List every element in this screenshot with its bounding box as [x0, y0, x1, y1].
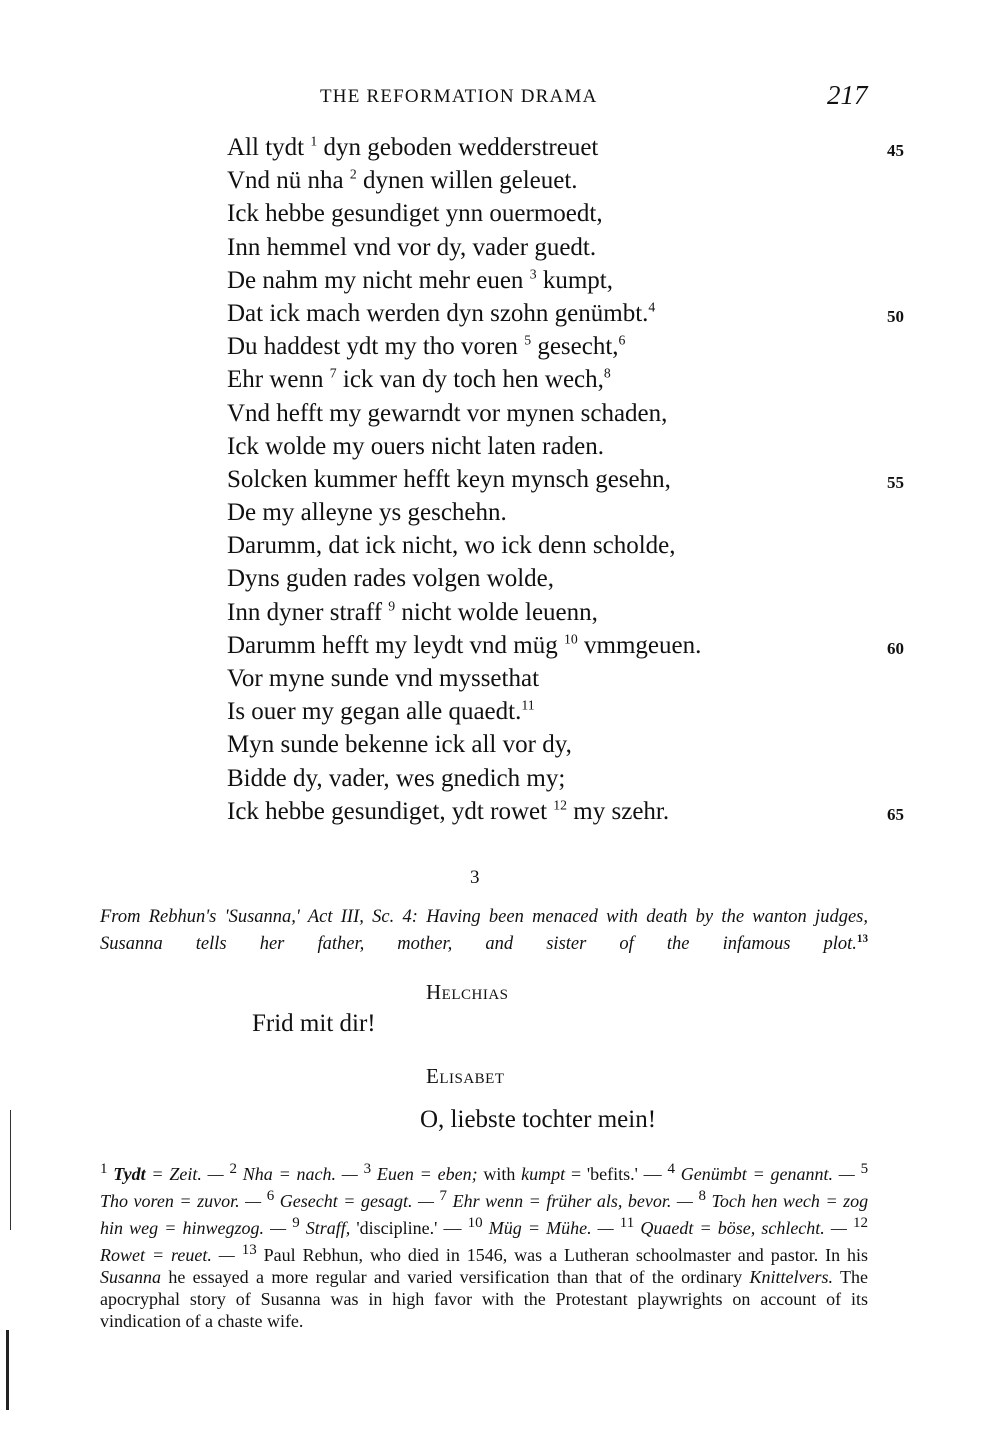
footnote-gloss: = genannt. — — [752, 1164, 855, 1184]
footnote-term: Rowet — [100, 1245, 145, 1265]
verse-text: Inn hemmel vnd vor dy, vader guedt. — [227, 233, 597, 261]
verse-text: Ehr wenn — [227, 366, 330, 394]
footnote-term: Ehr wenn — [452, 1191, 524, 1211]
footnote-gloss: = nach. — — [278, 1164, 358, 1184]
speaker-elisabet: Elisabet — [426, 1064, 505, 1088]
footnote-ref: 12 — [553, 797, 568, 813]
verse-text: ick van dy toch hen wech, — [336, 366, 604, 394]
verse-text: gesecht, — [531, 333, 619, 361]
footnote-ref: 7 — [329, 365, 337, 381]
verse-line — [227, 629, 927, 662]
verse-text: vmmgeuen. — [577, 631, 702, 659]
footnote-gloss: = reuet. — — [151, 1245, 235, 1265]
footnote-marker: 3 — [363, 1161, 372, 1177]
speech-elisabet: O, liebste tochter mein! — [420, 1106, 657, 1133]
footnote-gloss: = zuvor. — — [179, 1191, 262, 1211]
footnote-gloss: = eben; — [419, 1164, 478, 1184]
verse-text: dyn geboden wedderstreuet — [317, 134, 599, 161]
footnote-term: Tydt — [113, 1164, 146, 1184]
footnote-marker: 12 — [853, 1215, 869, 1231]
footnote-term: Euen — [376, 1164, 414, 1184]
verse-text: Bidde dy, vader, wes gnedich my; — [227, 764, 566, 792]
scan-margin-line — [6, 1330, 9, 1410]
verse-text: Myn sunde bekenne ick all vor dy, — [227, 731, 572, 759]
verse-line — [227, 297, 927, 330]
scene-introduction — [100, 906, 868, 977]
footnote-marker: 4 — [667, 1161, 675, 1177]
verse-line — [227, 496, 927, 529]
footnote-ref: 3 — [529, 266, 537, 282]
footnote-ref: 4 — [648, 299, 656, 315]
line-number: 50 — [887, 306, 904, 326]
footnote-marker: 8 — [698, 1188, 706, 1204]
verse-text: All tydt — [227, 134, 311, 161]
footnote-ref: 1 — [310, 133, 318, 149]
verse-text: my szehr. — [567, 797, 670, 825]
verse-line — [227, 662, 927, 695]
verse-text: Dyns guden rades volgen wolde, — [227, 565, 555, 593]
verse-line — [227, 529, 927, 562]
footnote-work-title: Susanna — [100, 1267, 162, 1287]
footnote-gloss: 'discipline.' — — [350, 1218, 462, 1238]
verse-line — [227, 397, 927, 430]
footnote-term: Gesecht — [279, 1191, 338, 1211]
footnote-gloss: = böse, schlecht. — — [699, 1218, 847, 1238]
verse-line — [227, 197, 927, 230]
verse-text: De my alleyne ys geschehn. — [227, 499, 507, 527]
footnote-term: Toch hen wech — [711, 1191, 820, 1211]
verse-text: Vnd nü nha — [227, 167, 350, 195]
footnote-gloss: = 'befits.' — — [565, 1164, 662, 1184]
page-number: 217 — [827, 80, 868, 110]
verse-line — [227, 363, 927, 396]
footnote-text: Paul Rebhun, who died in 1546, was a Lutheran schoolmaster and pastor. In his — [263, 1245, 869, 1265]
footnote-text: he essayed a more regular and varied versification than that of the ordinary — [161, 1267, 750, 1287]
verse-line — [227, 562, 927, 595]
footnote-meter-term: Knittelvers. — [749, 1267, 833, 1287]
line-number: 45 — [887, 141, 904, 160]
line-number: 65 — [887, 804, 904, 824]
footnote-gloss: = zog hin weg = hinwegzog. — — [100, 1191, 869, 1238]
footnote-term: Nha — [242, 1164, 273, 1184]
verse-text: Inn dyner straff — [227, 598, 389, 626]
verse-text: Darumm, dat ick nicht, wo ick denn scholde, — [227, 532, 676, 560]
footnote-gloss: = früher als, bevor. — — [528, 1191, 693, 1211]
footnote-marker: 13 — [241, 1242, 257, 1258]
verse-text: Dat ick mach werden dyn szohn genümbt. — [227, 299, 649, 327]
footnote-marker: 7 — [439, 1188, 448, 1204]
verse-text: Is ouer my gegan alle quaedt. — [227, 698, 522, 726]
verse-line — [227, 330, 927, 363]
footnote-marker: 11 — [619, 1215, 635, 1231]
footnote-term: Müg — [488, 1218, 522, 1238]
footnotes — [100, 1158, 868, 1332]
footnote-text: with — [477, 1164, 522, 1184]
verse-text: Solcken kummer hefft keyn mynsch gesehn, — [227, 465, 671, 493]
verse-text: Vnd hefft my gewarndt vor mynen schaden, — [227, 399, 668, 427]
verse-line — [227, 463, 927, 496]
footnote-term: kumpt — [521, 1164, 566, 1184]
footnote-marker: 2 — [229, 1161, 237, 1177]
intro-text: From Rebhun's 'Susanna,' Act III, Sc. 4: Having been menaced with death by the wanton judges, Susanna tells her father, mother, and sister of the infamous plot. — [100, 907, 868, 955]
verse-text: Vor myne sunde vnd myssethat — [227, 665, 540, 692]
footnote-term: Tho voren — [100, 1191, 174, 1211]
footnote-ref: 10 — [564, 631, 578, 647]
footnote-ref: 5 — [524, 332, 532, 348]
speech-helchias: Frid mit dir! — [252, 1010, 376, 1037]
footnote-gloss: = gesagt. — — [343, 1191, 434, 1211]
line-number: 60 — [887, 638, 904, 658]
verse-line — [227, 762, 927, 795]
footnote-marker: 9 — [292, 1215, 300, 1231]
footnote-term: Straff, — [305, 1218, 351, 1238]
verse-line — [227, 795, 927, 828]
footnote-term: Quaedt — [640, 1218, 694, 1238]
footnote-marker: 5 — [860, 1161, 869, 1177]
verse-line — [227, 695, 927, 728]
verse-text: kumpt, — [536, 266, 613, 294]
footnote-ref: 2 — [349, 166, 357, 182]
footnote-ref: 11 — [521, 697, 535, 713]
footnote-ref: 8 — [603, 365, 611, 381]
verse-text: Ick hebbe gesundiget ynn ouermoedt, — [227, 200, 603, 228]
footnote-ref: 9 — [388, 598, 396, 614]
verse-line — [227, 164, 927, 197]
verse-text: Ick wolde my ouers nicht laten raden. — [227, 432, 604, 460]
verse-text: nicht wolde leuenn, — [395, 598, 598, 626]
footnote-marker: 6 — [266, 1188, 275, 1204]
footnote-gloss: = Zeit. — — [151, 1164, 224, 1184]
footnote-term: Genümbt — [680, 1164, 747, 1184]
verse-text: Ick hebbe gesundiget, ydt rowet — [227, 797, 554, 825]
verse-line — [227, 430, 927, 463]
verse-block — [227, 131, 927, 828]
footnote-text: The apocryphal story of Susanna was in high favor with the Protestant playwrights on account of its vindication of a chaste wife. — [100, 1267, 868, 1331]
verse-text: De nahm my nicht mehr euen — [227, 266, 530, 294]
intro-footnote-ref: 13 — [856, 933, 868, 945]
running-head: THE REFORMATION DRAMA — [320, 86, 598, 107]
footnote-marker: 10 — [467, 1215, 483, 1231]
line-number: 55 — [887, 472, 904, 492]
verse-text: dynen willen geleuet. — [356, 167, 578, 195]
verse-text: Darumm hefft my leydt vnd müg — [227, 631, 564, 659]
verse-text: Du haddest ydt my tho voren — [227, 333, 525, 361]
footnote-ref: 6 — [618, 332, 626, 348]
scan-margin-line — [10, 1110, 11, 1230]
verse-line — [227, 596, 927, 629]
verse-line — [227, 231, 927, 264]
footnote-gloss: = Mühe. — — [527, 1218, 614, 1238]
speaker-helchias: Helchias — [426, 980, 509, 1004]
footnote-marker: 1 — [100, 1161, 108, 1177]
verse-line — [227, 131, 927, 164]
verse-line — [227, 728, 927, 761]
section-number: 3 — [470, 867, 480, 888]
verse-line — [227, 264, 927, 297]
